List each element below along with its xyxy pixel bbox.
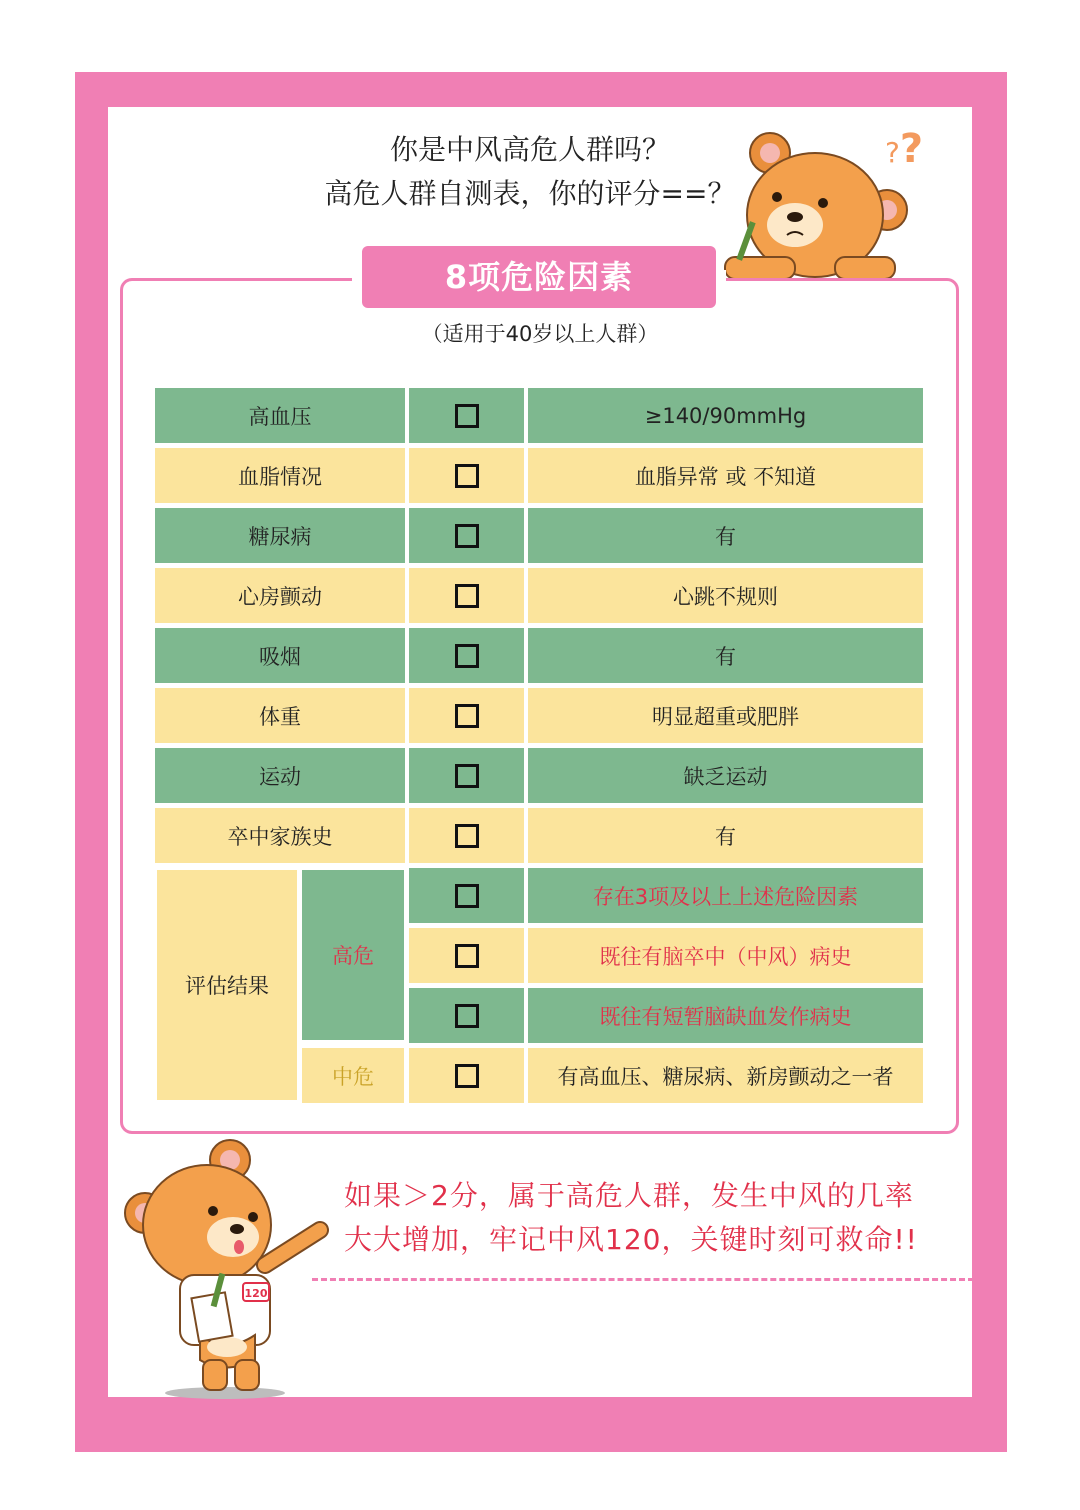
checkbox[interactable] xyxy=(455,464,479,488)
checkbox[interactable] xyxy=(455,1064,479,1088)
checkbox-cell[interactable] xyxy=(409,568,524,623)
high-risk-label: 高危 xyxy=(302,870,404,1040)
mid-risk-item: 有高血压、糖尿病、新房颤动之一者 xyxy=(528,1048,923,1103)
factor-cell: 糖尿病 xyxy=(155,508,405,563)
checkbox-cell[interactable] xyxy=(409,808,524,863)
heading-line-2: 高危人群自测表，你的评分==？ xyxy=(324,177,736,210)
checkbox[interactable] xyxy=(455,704,479,728)
footer-line-1: 如果＞2分，属于高危人群，发生中风的几率 xyxy=(344,1179,914,1212)
factor-cell: 吸烟 xyxy=(155,628,405,683)
high-risk-item: 既往有短暂脑缺血发作病史 xyxy=(528,988,923,1043)
checkbox[interactable] xyxy=(455,824,479,848)
checkbox-cell[interactable] xyxy=(409,868,524,923)
criterion-cell: ≥140/90mmHg xyxy=(528,388,923,443)
checkbox[interactable] xyxy=(455,884,479,908)
question-mark-small: ? xyxy=(885,136,900,169)
criterion-cell: 有 xyxy=(528,808,923,863)
factor-cell: 血脂情况 xyxy=(155,448,405,503)
checkbox[interactable] xyxy=(455,944,479,968)
checkbox-cell[interactable] xyxy=(409,688,524,743)
checkbox[interactable] xyxy=(455,764,479,788)
checkbox-cell[interactable] xyxy=(409,748,524,803)
checkbox-cell[interactable] xyxy=(409,628,524,683)
bear-thinking-icon xyxy=(715,125,915,280)
bear-pointing-icon xyxy=(115,1135,335,1400)
dashed-divider xyxy=(312,1278,974,1281)
criterion-cell: 血脂异常 或 不知道 xyxy=(528,448,923,503)
footer-line-2: 大大增加，牢记中风120，关键时刻可救命!! xyxy=(344,1223,918,1256)
high-risk-item: 既往有脑卒中（中风）病史 xyxy=(528,928,923,983)
high-risk-item: 存在3项及以上上述危险因素 xyxy=(528,868,923,923)
criterion-cell: 明显超重或肥胖 xyxy=(528,688,923,743)
criterion-cell: 心跳不规则 xyxy=(528,568,923,623)
factor-cell: 体重 xyxy=(155,688,405,743)
factor-cell: 心房颤动 xyxy=(155,568,405,623)
heading-line-1: 你是中风高危人群吗？ xyxy=(389,133,670,166)
criterion-cell: 有 xyxy=(528,628,923,683)
assessment-label: 评估结果 xyxy=(157,870,297,1100)
checkbox[interactable] xyxy=(455,644,479,668)
factor-cell: 高血压 xyxy=(155,388,405,443)
checkbox[interactable] xyxy=(455,1004,479,1028)
checkbox-cell[interactable] xyxy=(409,1048,524,1103)
checkbox[interactable] xyxy=(455,584,479,608)
checkbox-cell[interactable] xyxy=(409,388,524,443)
banner-title: 8项危险因素 xyxy=(362,246,716,308)
checkbox-cell[interactable] xyxy=(409,508,524,563)
question-mark-big: ? xyxy=(899,126,924,172)
checkbox[interactable] xyxy=(455,524,479,548)
mid-risk-label: 中危 xyxy=(302,1048,404,1103)
badge-120: 120 xyxy=(244,1287,268,1300)
factor-cell: 卒中家族史 xyxy=(155,808,405,863)
subtitle: （适用于40岁以上人群） xyxy=(421,322,659,346)
checkbox[interactable] xyxy=(455,404,479,428)
criterion-cell: 有 xyxy=(528,508,923,563)
criterion-cell: 缺乏运动 xyxy=(528,748,923,803)
checkbox-cell[interactable] xyxy=(409,928,524,983)
checkbox-cell[interactable] xyxy=(409,448,524,503)
factor-cell: 运动 xyxy=(155,748,405,803)
checkbox-cell[interactable] xyxy=(409,988,524,1043)
